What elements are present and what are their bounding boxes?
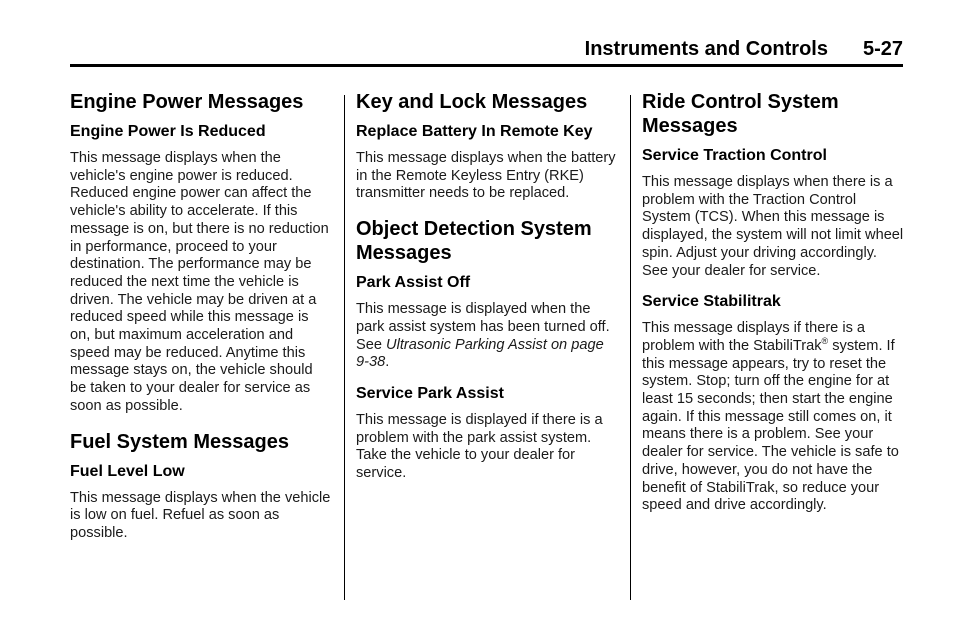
paragraph-text: This message displays if there is a problem with the StabiliTrak	[642, 320, 866, 354]
column-3	[642, 90, 904, 529]
body-paragraph	[356, 301, 618, 372]
column-divider	[630, 95, 631, 600]
section-title: Instruments and Controls	[584, 38, 828, 60]
body-paragraph: This message displays when the vehicle's engine power is reduced. Reduced engine power can affect the vehicle's ability to accelerate. If this message is on, but there is no reduction in performance, proceed to your destination. The performance may be reduced the next time the vehicle is driven. The vehicle may be driven at a reduced speed while this message is on, but maximum acceleration and speed may be reduced. Anytime this message stays on, the vehicle should be taken to your dealer for service as soon as possible.	[70, 150, 329, 414]
registered-mark: ®	[821, 336, 829, 347]
body-paragraph	[642, 320, 904, 515]
object-detection-section	[356, 217, 618, 483]
section-heading: Object Detection System Messages	[356, 218, 592, 265]
subsection-heading: Park Assist Off	[356, 274, 471, 292]
paragraph-text: system. If this message appears, try to reset the system. Stop; turn off the engine for at least 15 seconds; then start the engine again. If this message still comes on, it means there is a problem. See your dealer for service. The vehicle is safe to drive, however, you do not have the benefit of StabiliTrak, so reduce your speed and drive accordingly.	[642, 337, 899, 514]
body-paragraph: This message displays when the battery in the Remote Keyless Entry (RKE) transmitter needs to be replaced.	[356, 150, 616, 202]
cross-reference-link[interactable]: Ultrasonic Parking Assist on page 9-38	[356, 336, 604, 371]
body-paragraph: This message displays when there is a problem with the Traction Control System (TCS). When this message is displayed, the system will not limit wheel spin. Adjust your driving accordingly. See your dealer for service.	[642, 174, 904, 279]
paragraph-text: This message is displayed when the park assist system has been turned off. See	[356, 301, 610, 353]
subsection-heading: Service Stabilitrak	[642, 293, 781, 311]
subsection-heading: Service Park Assist	[356, 384, 504, 402]
key-lock-section	[356, 90, 618, 203]
paragraph-text: .	[385, 354, 390, 371]
page-number: 5-27	[862, 38, 903, 60]
column-2	[356, 90, 618, 497]
fuel-system-section	[70, 430, 332, 543]
page-header	[70, 36, 903, 67]
subsection-heading: Fuel Level Low	[70, 462, 185, 480]
subsection-heading: Replace Battery In Remote Key	[356, 123, 593, 140]
column-1	[70, 90, 332, 557]
subsection-heading: Service Traction Control	[642, 147, 827, 164]
section-heading: Ride Control System Messages	[642, 91, 839, 137]
section-heading: Engine Power Messages	[70, 91, 304, 113]
body-paragraph: This message is displayed if there is a problem with the park assist system. Take the vehicle to your dealer for service.	[356, 411, 603, 482]
section-heading: Key and Lock Messages	[356, 91, 588, 113]
section-heading: Fuel System Messages	[70, 430, 289, 453]
subsection-heading: Engine Power Is Reduced	[70, 123, 266, 140]
engine-power-section	[70, 90, 332, 416]
ride-control-section	[642, 90, 904, 515]
column-divider	[344, 95, 345, 600]
body-paragraph: This message displays when the vehicle is low on fuel. Refuel as soon as possible.	[70, 489, 331, 541]
